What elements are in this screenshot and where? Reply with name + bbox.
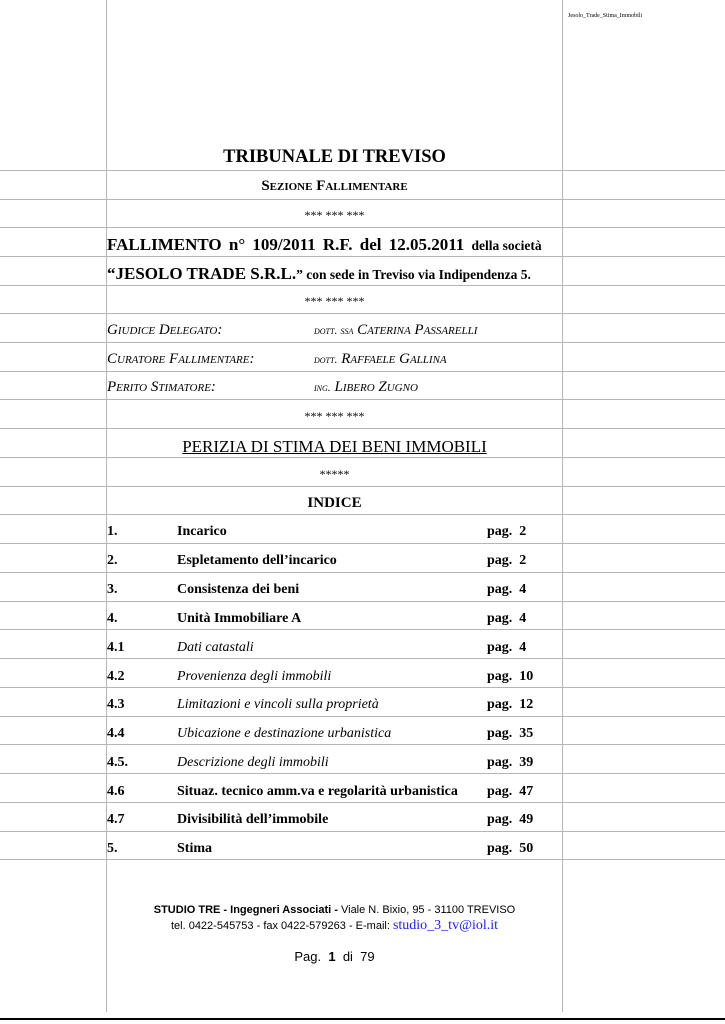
role-label: Curatore Fallimentare:	[107, 351, 255, 367]
index-page: pag. 4	[487, 640, 527, 655]
role-curatore	[107, 351, 562, 371]
index-page: pag. 47	[487, 784, 534, 799]
row-line	[0, 285, 725, 286]
index-number: 4.	[107, 611, 118, 626]
row-line	[0, 629, 725, 630]
index-item	[107, 697, 562, 715]
row-line	[0, 428, 725, 429]
row-line	[0, 486, 725, 487]
row-line	[0, 802, 725, 803]
court-title: TRIBUNALE DI TREVISO	[223, 147, 446, 167]
index-title: Consistenza dei beni	[177, 582, 300, 597]
index-number: 4.2	[107, 669, 125, 684]
margin-line-right	[562, 0, 563, 1012]
index-title: Limitazioni e vincoli sulla proprietà	[177, 697, 379, 712]
index-page: pag. 35	[487, 726, 534, 741]
row-line	[0, 371, 725, 372]
index-page: pag. 2	[487, 553, 527, 568]
case-number: FALLIMENTO n° 109/2011 R.F. del 12.05.2011	[107, 235, 465, 254]
index-item	[107, 726, 562, 744]
company-name: “JESOLO TRADE S.R.L.	[107, 264, 297, 283]
index-item	[107, 611, 562, 629]
index-number: 5.	[107, 841, 118, 856]
index-number: 4.7	[107, 812, 125, 827]
index-title: Espletamento dell’incarico	[177, 553, 337, 568]
index-number: 4.1	[107, 640, 125, 655]
role-value: ing. Libero Zugno	[314, 379, 418, 395]
row-line	[0, 227, 725, 228]
index-title: Situaz. tecnico amm.va e regolarità urbanistica	[177, 784, 458, 799]
index-title: INDICE	[307, 495, 362, 511]
row-line	[0, 831, 725, 832]
footer-email-link[interactable]: studio_3_tv@iol.it	[392, 918, 499, 933]
header-filename: Jesolo_Trade_Stima_Immobili	[568, 13, 643, 19]
role-giudice	[107, 322, 562, 342]
index-number: 3.	[107, 582, 118, 597]
index-title: Unità Immobiliare A	[177, 611, 302, 626]
index-title: Provenienza degli immobili	[177, 669, 332, 684]
index-page: pag. 4	[487, 611, 527, 626]
row-line	[0, 170, 725, 171]
row-line	[0, 859, 725, 860]
row-line	[0, 687, 725, 688]
index-number: 4.5.	[107, 755, 128, 770]
index-page: pag. 4	[487, 582, 527, 597]
index-title: Incarico	[177, 524, 227, 539]
index-item	[107, 524, 562, 542]
index-page: pag. 49	[487, 812, 534, 827]
row-line	[0, 399, 725, 400]
row-line	[0, 199, 725, 200]
footer-contacts: tel. 0422-545753 - fax 0422-579263 - E-mail:	[170, 920, 390, 932]
index-item	[107, 669, 562, 687]
index-number: 2.	[107, 553, 118, 568]
index-page: pag. 12	[487, 697, 534, 712]
row-line	[0, 744, 725, 745]
row-line	[0, 601, 725, 602]
page-bottom-border	[0, 1018, 725, 1020]
footer-address: Viale N. Bixio, 95 - 31100 TREVISO	[340, 904, 516, 916]
index-title: Ubicazione e destinazione urbanistica	[177, 726, 392, 741]
index-number: 4.3	[107, 697, 125, 712]
footer-firm: STUDIO TRE - Ingegneri Associati -	[153, 904, 338, 916]
section-title: Sezione Fallimentare	[261, 178, 408, 194]
page-number: Pag. 1 di 79	[294, 949, 375, 964]
footer-line-2	[107, 918, 562, 934]
index-page: pag. 10	[487, 669, 534, 684]
row-line	[0, 773, 725, 774]
row-line	[0, 543, 725, 544]
role-perito	[107, 379, 562, 399]
row-line	[0, 658, 725, 659]
separator-3: *** *** ***	[304, 409, 365, 423]
separator-2: *** *** ***	[304, 294, 365, 308]
index-page: pag. 2	[487, 524, 527, 539]
index-title: Stima	[177, 841, 212, 856]
document-title: PERIZIA DI STIMA DEI BENI IMMOBILI	[182, 437, 487, 456]
index-number: 1.	[107, 524, 118, 539]
index-item	[107, 755, 562, 773]
index-title: Dati catastali	[177, 640, 254, 655]
index-item	[107, 640, 562, 658]
index-number: 4.6	[107, 784, 125, 799]
row-line	[0, 313, 725, 314]
role-value: dott. ssa Caterina Passarelli	[314, 322, 478, 338]
row-line	[0, 457, 725, 458]
row-line	[0, 572, 725, 573]
index-item	[107, 582, 562, 600]
footer-line-1	[107, 904, 562, 916]
row-line	[0, 342, 725, 343]
row-line	[0, 256, 725, 257]
index-item	[107, 553, 562, 571]
index-number: 4.4	[107, 726, 125, 741]
index-title: Descrizione degli immobili	[177, 755, 329, 770]
separator-1: *** *** ***	[304, 208, 365, 222]
row-line	[0, 514, 725, 515]
case-tail: della società	[471, 238, 542, 253]
small-separator: *****	[319, 467, 350, 481]
company-address: ” con sede in Treviso via Indipendenza 5.	[296, 267, 531, 282]
index-page: pag. 50	[487, 841, 534, 856]
case-line-2	[107, 264, 562, 284]
index-item	[107, 784, 562, 802]
role-label: Perito Stimatore:	[107, 379, 216, 395]
index-page: pag. 39	[487, 755, 534, 770]
case-line-1	[107, 235, 562, 255]
role-label: Giudice Delegato:	[107, 322, 223, 338]
index-item	[107, 841, 562, 859]
index-title: Divisibilità dell’immobile	[177, 812, 329, 827]
row-line	[0, 716, 725, 717]
role-value: dott. Raffaele Gallina	[314, 351, 447, 367]
index-item	[107, 812, 562, 830]
